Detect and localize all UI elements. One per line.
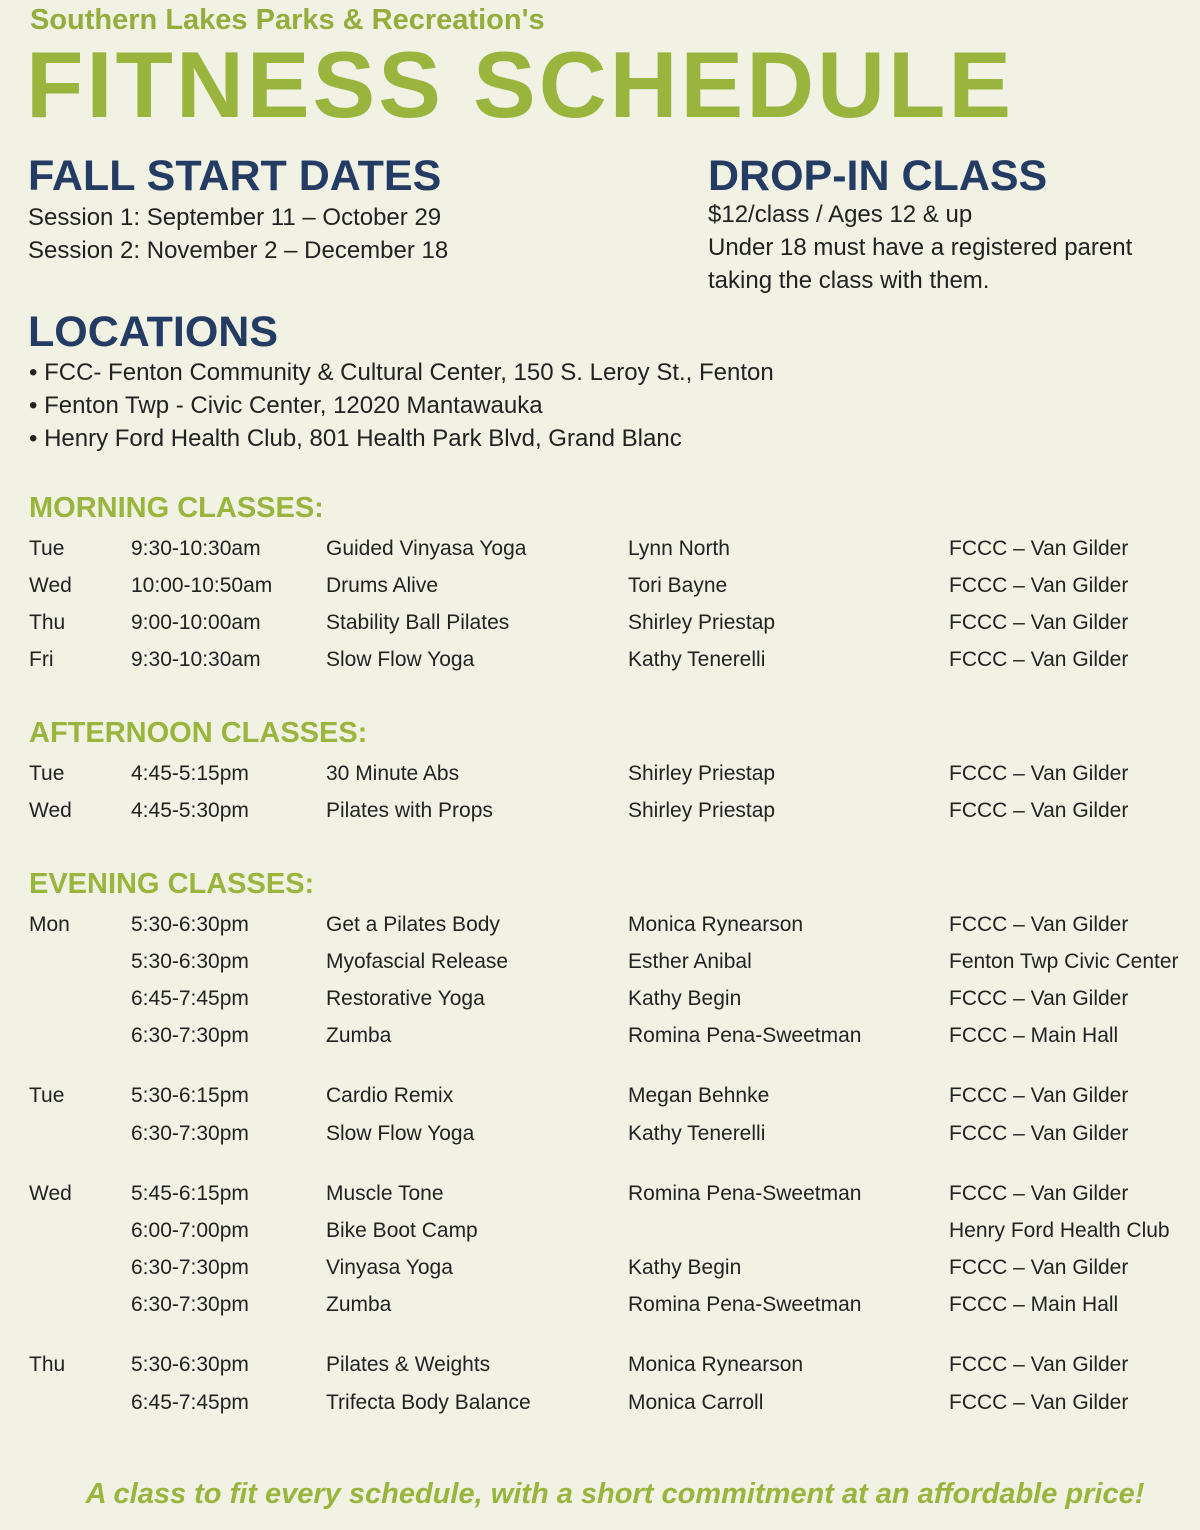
location-cell: FCCC – Van Gilder <box>949 648 1129 671</box>
locations-heading: LOCATIONS <box>28 308 279 356</box>
table-row <box>0 536 1200 573</box>
instructor-cell: Shirley Priestap <box>628 799 776 822</box>
day-cell: Tue <box>29 762 65 785</box>
location-cell: FCCC – Van Gilder <box>949 611 1129 634</box>
class-name-cell: Muscle Tone <box>326 1182 444 1205</box>
class-name-cell: Get a Pilates Body <box>326 913 500 936</box>
day-cell: Tue <box>29 1084 65 1107</box>
location-cell: Fenton Twp Civic Center <box>949 950 1179 973</box>
table-row <box>0 1390 1200 1427</box>
time-cell: 9:30-10:30am <box>131 537 261 560</box>
day-cell: Tue <box>29 537 65 560</box>
location-cell: FCCC – Main Hall <box>949 1293 1119 1316</box>
class-name-cell: Restorative Yoga <box>326 987 485 1010</box>
table-row <box>0 912 1200 949</box>
instructor-cell: Kathy Begin <box>628 1256 742 1279</box>
instructor-cell: Kathy Tenerelli <box>628 648 766 671</box>
location-cell: FCCC – Van Gilder <box>949 987 1129 1010</box>
location-cell: Henry Ford Health Club <box>949 1219 1170 1242</box>
class-name-cell: Bike Boot Camp <box>326 1219 478 1242</box>
table-row <box>0 761 1200 798</box>
time-cell: 6:30-7:30pm <box>131 1256 249 1279</box>
morning-classes-heading: MORNING CLASSES: <box>29 492 324 524</box>
time-cell: 4:45-5:30pm <box>131 799 249 822</box>
time-cell: 5:30-6:30pm <box>131 1353 249 1376</box>
location-item: • FCC- Fenton Community & Cultural Center, 150 S. Leroy St., Fenton <box>29 359 774 386</box>
location-cell: FCCC – Van Gilder <box>949 762 1129 785</box>
location-item: • Henry Ford Health Club, 801 Health Park Blvd, Grand Blanc <box>29 425 682 452</box>
instructor-cell: Megan Behnke <box>628 1084 770 1107</box>
class-name-cell: Guided Vinyasa Yoga <box>326 537 527 560</box>
table-row <box>0 647 1200 684</box>
day-cell: Wed <box>29 799 72 822</box>
time-cell: 6:45-7:45pm <box>131 987 249 1010</box>
instructor-cell: Lynn North <box>628 537 730 560</box>
day-cell: Wed <box>29 574 72 597</box>
drop-in-heading: DROP-IN CLASS <box>708 152 1048 200</box>
table-row <box>0 573 1200 610</box>
location-cell: FCCC – Van Gilder <box>949 1391 1129 1414</box>
time-cell: 4:45-5:15pm <box>131 762 249 785</box>
class-name-cell: Trifecta Body Balance <box>326 1391 531 1414</box>
class-name-cell: Pilates with Props <box>326 799 493 822</box>
class-name-cell: 30 Minute Abs <box>326 762 460 785</box>
time-cell: 6:30-7:30pm <box>131 1024 249 1047</box>
instructor-cell: Tori Bayne <box>628 574 728 597</box>
location-cell: FCCC – Van Gilder <box>949 537 1129 560</box>
instructor-cell: Monica Rynearson <box>628 913 804 936</box>
time-cell: 6:30-7:30pm <box>131 1122 249 1145</box>
location-cell: FCCC – Van Gilder <box>949 1182 1129 1205</box>
class-name-cell: Zumba <box>326 1293 392 1316</box>
table-row <box>0 1023 1200 1060</box>
location-cell: FCCC – Van Gilder <box>949 913 1129 936</box>
class-name-cell: Slow Flow Yoga <box>326 1122 475 1145</box>
location-cell: FCCC – Van Gilder <box>949 1084 1129 1107</box>
location-cell: FCCC – Van Gilder <box>949 1256 1129 1279</box>
day-cell: Thu <box>29 1353 66 1376</box>
table-row <box>0 1218 1200 1255</box>
time-cell: 6:45-7:45pm <box>131 1391 249 1414</box>
time-cell: 6:30-7:30pm <box>131 1293 249 1316</box>
time-cell: 9:00-10:00am <box>131 611 261 634</box>
drop-in-price: $12/class / Ages 12 & up <box>708 201 973 228</box>
time-cell: 10:00-10:50am <box>131 574 273 597</box>
page-title: FITNESS SCHEDULE <box>26 32 1015 137</box>
evening-classes-heading: EVENING CLASSES: <box>29 868 315 900</box>
class-name-cell: Slow Flow Yoga <box>326 648 475 671</box>
table-row <box>0 610 1200 647</box>
instructor-cell: Shirley Priestap <box>628 611 776 634</box>
instructor-cell: Kathy Tenerelli <box>628 1122 766 1145</box>
time-cell: 5:30-6:15pm <box>131 1084 249 1107</box>
table-row <box>0 949 1200 986</box>
time-cell: 9:30-10:30am <box>131 648 261 671</box>
table-row <box>0 986 1200 1023</box>
instructor-cell: Shirley Priestap <box>628 762 776 785</box>
class-name-cell: Zumba <box>326 1024 392 1047</box>
afternoon-classes-heading: AFTERNOON CLASSES: <box>29 717 368 749</box>
instructor-cell: Esther Anibal <box>628 950 752 973</box>
class-name-cell: Vinyasa Yoga <box>326 1256 453 1279</box>
class-name-cell: Stability Ball Pilates <box>326 611 510 634</box>
table-row <box>0 798 1200 835</box>
instructor-cell: Monica Rynearson <box>628 1353 804 1376</box>
table-row <box>0 1181 1200 1218</box>
time-cell: 5:30-6:30pm <box>131 913 249 936</box>
session-1-line: Session 1: September 11 – October 29 <box>28 204 442 231</box>
instructor-cell: Kathy Begin <box>628 987 742 1010</box>
instructor-cell: Romina Pena-Sweetman <box>628 1024 862 1047</box>
class-name-cell: Pilates & Weights <box>326 1353 491 1376</box>
session-2-line: Session 2: November 2 – December 18 <box>28 237 449 264</box>
instructor-cell: Romina Pena-Sweetman <box>628 1182 862 1205</box>
time-cell: 5:45-6:15pm <box>131 1182 249 1205</box>
instructor-cell: Monica Carroll <box>628 1391 764 1414</box>
location-cell: FCCC – Van Gilder <box>949 1122 1129 1145</box>
location-item: • Fenton Twp - Civic Center, 12020 Mantawauka <box>29 392 543 419</box>
day-cell: Wed <box>29 1182 72 1205</box>
instructor-cell: Romina Pena-Sweetman <box>628 1293 862 1316</box>
header-subtitle: Southern Lakes Parks & Recreation's <box>30 4 545 36</box>
table-row <box>0 1292 1200 1329</box>
fall-start-dates-heading: FALL START DATES <box>28 152 442 200</box>
day-cell: Thu <box>29 611 66 634</box>
drop-in-note-1: Under 18 must have a registered parent <box>708 234 1133 261</box>
day-cell: Mon <box>29 913 70 936</box>
time-cell: 6:00-7:00pm <box>131 1219 249 1242</box>
time-cell: 5:30-6:30pm <box>131 950 249 973</box>
location-cell: FCCC – Van Gilder <box>949 1353 1129 1376</box>
table-row <box>0 1255 1200 1292</box>
class-name-cell: Drums Alive <box>326 574 439 597</box>
drop-in-note-2: taking the class with them. <box>708 267 990 294</box>
location-cell: FCCC – Van Gilder <box>949 799 1129 822</box>
day-cell: Fri <box>29 648 54 671</box>
table-row <box>0 1083 1200 1120</box>
location-cell: FCCC – Van Gilder <box>949 574 1129 597</box>
class-name-cell: Myofascial Release <box>326 950 509 973</box>
tagline: A class to fit every schedule, with a short commitment at an affordable price! <box>85 1478 1145 1510</box>
class-name-cell: Cardio Remix <box>326 1084 454 1107</box>
table-row <box>0 1352 1200 1389</box>
table-row <box>0 1121 1200 1158</box>
location-cell: FCCC – Main Hall <box>949 1024 1119 1047</box>
